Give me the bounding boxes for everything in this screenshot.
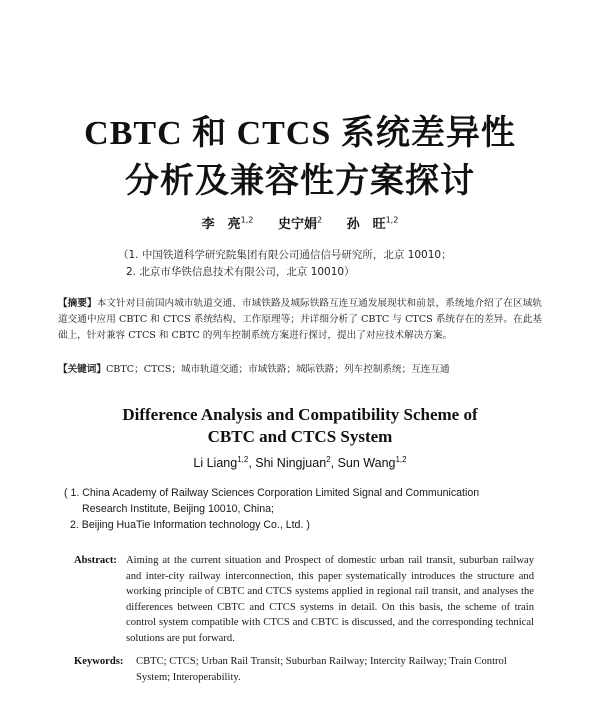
- author-cn-3-affil: 1,2: [385, 216, 399, 225]
- keywords-en-text: CBTC; CTCS; Urban Rail Transit; Suburban Railway; Intercity Railway; Train Control System; Interoperability.: [136, 656, 507, 683]
- title-cn-line-2: 分析及兼容性方案探讨: [125, 163, 475, 200]
- author-cn-1-affil: 1,2: [240, 216, 254, 225]
- abstract-cn-text: 本文针对目前国内城市轨道交通、市域铁路及城际铁路互连互通发展现状和前景，系统地介绍了在区域轨道交通中应用 CBTC 和 CTCS 系统结构、工作原理等；并详细分析了 CBTC 与 CTCS 系统存在的差异。在此基础上，针对兼容 CTCS 和 CBTC 的列车控制系统方案进行探讨，提出了对应技术解决方案。: [58, 298, 543, 341]
- author-en-1-affil: 1,2: [237, 455, 249, 464]
- keywords-cn-label: 【关键词】: [58, 364, 106, 375]
- affiliation-en-1b: Research Institute, Beijing 10010, China;: [82, 503, 274, 515]
- affiliation-cn-1: （1. 中国铁道科学研究院集团有限公司通信信号研究所，北京 10010；: [118, 249, 452, 261]
- author-en-2-name: Shi Ningjuan: [255, 456, 327, 471]
- authors-cn: [0, 212, 600, 234]
- author-cn-2-name: 史宁娟: [277, 217, 317, 233]
- author-cn-2: [278, 217, 322, 232]
- author-cn-3: [347, 217, 399, 232]
- affiliation-en-2: 2. Beijing HuaTie Information technology Co., Ltd. ): [70, 519, 310, 531]
- title-cn-line-1: CBTC 和 CTCS 系统差异性: [84, 115, 516, 152]
- title-en-line-2: CBTC and CTCS System: [207, 427, 393, 446]
- affiliation-en-1a: ( 1. China Academy of Railway Sciences Corporation Limited Signal and Communication: [64, 487, 480, 499]
- abstract-en-label: Abstract:: [74, 555, 117, 566]
- affiliation-cn-2: 2. 北京市华铁信息技术有限公司，北京 10010）: [126, 266, 355, 278]
- author-en-2-affil: 2: [326, 455, 331, 464]
- abstract-cn: [58, 296, 542, 344]
- abstract-en-text: Aiming at the current situation and Prospect of domestic urban rail transit, suburban railway and inter-city railway interconnection, this paper systematically introduces the structure and working principle of CBTC and CTCS systems applied in regional rail transit, and analyses the differences between CBTC and CTCS systems in detail. On this basis, the scheme of train control system compatible with CTCS and CBTC is discussed, and the corresponding technical solutions are put forward.: [126, 555, 534, 644]
- author-en-1-name: Li Liang: [193, 456, 238, 471]
- author-cn-1: [202, 217, 254, 232]
- keywords-cn-text: CBTC；CTCS；城市轨道交通；市域铁路；城际铁路；列车控制系统；互连互通: [105, 364, 450, 375]
- title-en-line-1: Difference Analysis and Compatibility Scheme of: [122, 405, 478, 424]
- author-cn-1-name: 李 亮: [201, 217, 241, 233]
- author-cn-3-name: 孙 旺: [346, 217, 386, 233]
- author-en-3-name: Sun Wang: [337, 456, 396, 471]
- author-en-3-affil: 1,2: [395, 455, 407, 464]
- author-cn-2-affil: 2: [316, 216, 323, 225]
- keywords-cn: [58, 362, 542, 378]
- abstract-cn-label: 【摘要】: [58, 298, 97, 309]
- authors-en: Li Liang$^{1,2}$, Shi Ningjuan$^2$, Sun Wang$^{1,2}$: [193, 455, 407, 471]
- keywords-en-label: Keywords:: [74, 656, 124, 667]
